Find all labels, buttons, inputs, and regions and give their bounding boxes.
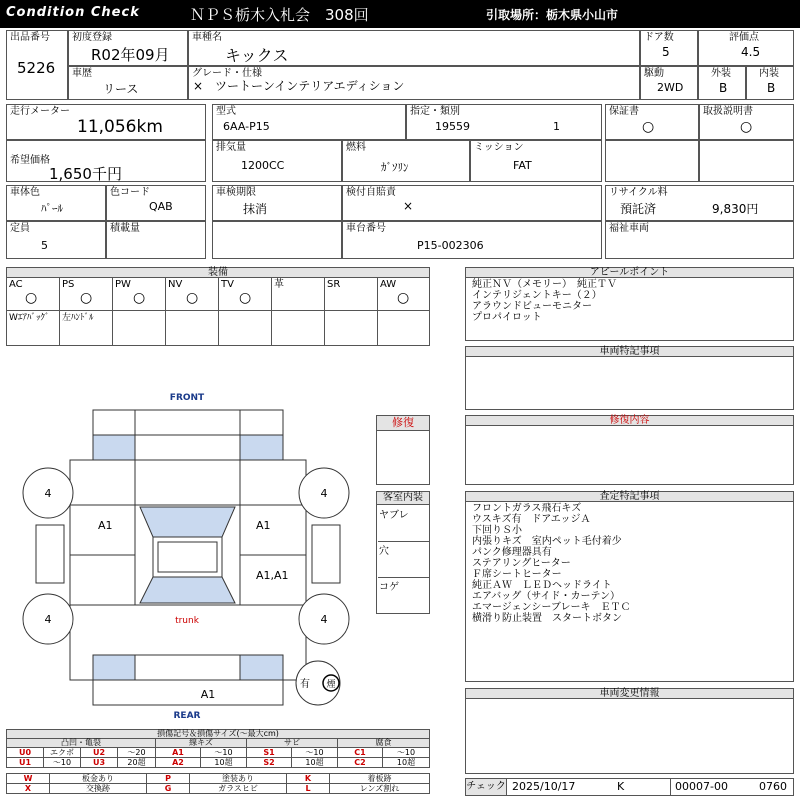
header-center: ＮＰＳ栃木入札会 308回: [190, 6, 369, 24]
history-cell: [68, 66, 188, 100]
manual-label: 取扱説明書: [703, 106, 753, 117]
displacement-label: 排気量: [216, 142, 246, 153]
drive-label: 駆動: [644, 68, 664, 79]
equip-pw-value: ○: [133, 290, 146, 306]
doors-label: ドア数: [644, 32, 674, 43]
equip-aw-label: AW: [380, 279, 397, 290]
score-cell: [698, 30, 794, 66]
transmission-label: ミッション: [474, 142, 524, 153]
blank-cell-1: [605, 140, 699, 182]
price-label: 希望価格: [10, 155, 50, 166]
equip-ps: [59, 277, 113, 311]
liability-value: ×: [403, 199, 414, 213]
equip-blank-8: [377, 310, 430, 346]
smoke-icon: 煙: [326, 680, 336, 690]
exterior-value: B: [719, 81, 728, 95]
appeal-box: [465, 277, 794, 341]
history-label: 車歴: [72, 68, 92, 79]
fuel-value: ｶﾞｿﾘﾝ: [381, 161, 409, 174]
legend-desc: 〜10: [382, 747, 430, 758]
capacity-cell: [6, 221, 106, 259]
equipment-title: 装備: [6, 267, 430, 278]
assessment-line: パンク修理器具有: [472, 547, 552, 558]
designation-value-1: 19559: [435, 120, 470, 133]
grade-cell: [188, 66, 640, 100]
rear-bumper: [93, 680, 283, 705]
equipment-row-1: [6, 277, 430, 311]
legend-desc: 塗装あり: [189, 773, 287, 784]
equip-sr-label: SR: [327, 279, 341, 290]
color-cell: [6, 185, 106, 221]
legend-desc: 交換跡: [49, 783, 147, 794]
chassis-label: 車台番号: [346, 223, 386, 234]
legend-code: U3: [80, 757, 118, 768]
welfare-label: 福祉車両: [609, 223, 649, 234]
equip-ps-label: PS: [62, 279, 75, 290]
equip-aw: [377, 277, 430, 311]
legend-code: U1: [6, 757, 44, 768]
repair-box: [376, 430, 430, 485]
legend-desc: 〜20: [117, 747, 156, 758]
mileage-value: 11,056km: [77, 117, 163, 137]
chassis-value: P15-002306: [417, 239, 484, 252]
damage-legend: [6, 729, 430, 795]
inspection-value: 抹消: [243, 202, 268, 216]
appeal-line: 純正ＮＶ（メモリー） 純正ＴＶ: [472, 279, 617, 290]
equip-w-airbag: [6, 310, 60, 346]
transmission-cell: [470, 140, 602, 182]
right-mirror: [312, 525, 340, 583]
code-1: 00007-00: [675, 780, 728, 793]
recycle-cell: [605, 185, 794, 221]
special-title: 車両特記事項: [465, 346, 794, 357]
code-cell: [670, 778, 794, 796]
special-box: [465, 356, 794, 410]
designation-label: 指定・類別: [410, 106, 460, 117]
assessment-line: 純正ＡＷ ＬＥＤヘッドライト: [472, 580, 612, 591]
code-2: 0760: [759, 780, 787, 793]
right-front-door-damage: A1: [256, 519, 271, 532]
assessment-line: エマージェンシーブレーキ ＥＴＣ: [472, 602, 631, 613]
windshield: [140, 507, 235, 537]
interior-value: B: [767, 81, 776, 95]
appeal-title: アピールポイント: [465, 267, 794, 278]
assessment-line: Ｆ席シートヒーター: [472, 569, 562, 580]
manual-cell: [699, 104, 794, 140]
change-info-title: 車両変更情報: [465, 688, 794, 699]
color-code-cell: [106, 185, 206, 221]
equip-w-airbag-label: Wｴｱﾊﾞｯｸﾞ: [9, 313, 50, 323]
interior-cell: [746, 66, 794, 100]
welfare-cell: [605, 221, 794, 259]
color-label: 車体色: [10, 187, 40, 198]
legend-desc: 板金あり: [49, 773, 147, 784]
check-date: 2025/10/17: [512, 780, 576, 793]
drive-cell: [640, 66, 698, 100]
capacity-value: 5: [41, 239, 48, 252]
legend-row-2: [6, 757, 430, 768]
equip-ac-value: ○: [25, 290, 38, 306]
car-name-cell: [188, 30, 640, 66]
inspection-label: 車検期限: [216, 187, 256, 198]
blank-cell-3: [212, 221, 342, 259]
legend-header-rust: サビ: [246, 738, 338, 748]
inspection-cell: [212, 185, 342, 221]
displacement-cell: [212, 140, 342, 182]
displacement-value: 1200CC: [241, 159, 285, 172]
equip-pw-label: PW: [115, 279, 131, 290]
transmission-value: FAT: [513, 159, 532, 172]
equip-ac-label: AC: [9, 279, 23, 290]
legend-desc: 〜10: [43, 757, 81, 768]
equip-ps-value: ○: [80, 290, 93, 306]
legend-code: A2: [155, 757, 201, 768]
legend-code: C2: [337, 757, 383, 768]
equip-blank-5: [218, 310, 272, 346]
equip-blank-7: [324, 310, 378, 346]
tire-fr-value: 4: [320, 487, 328, 500]
legend-desc: 〜10: [291, 747, 338, 758]
legend-desc: 10超: [382, 757, 430, 768]
equip-blank-6: [271, 310, 325, 346]
price-value: 1,650千円: [49, 165, 122, 183]
color-code-label: 色コード: [110, 187, 150, 198]
designation-cell: [406, 104, 602, 140]
assessment-line: 下回りＳ小: [472, 525, 522, 536]
legend-code: X: [6, 783, 50, 794]
legend-header-dent: 凸凹・亀裂: [6, 738, 156, 748]
assessment-line: ウスキズ有 ドアエッジＡ: [472, 514, 591, 525]
exterior-cell: [698, 66, 746, 100]
legend-code: U0: [6, 747, 44, 758]
legend-code: G: [146, 783, 190, 794]
first-reg-cell: [68, 30, 188, 66]
warranty-value: ○: [642, 119, 655, 135]
roof: [153, 537, 222, 577]
legend-code: S2: [246, 757, 292, 768]
appeal-line: インテリジェントキー（２）: [472, 290, 602, 301]
legend-desc: 10超: [200, 757, 247, 768]
equip-aw-value: ○: [397, 290, 410, 306]
fuel-cell: [342, 140, 470, 182]
front-label: FRONT: [169, 393, 205, 403]
equip-left-handle: [59, 310, 113, 346]
car-name-value: キックス: [225, 46, 289, 65]
mileage-cell: [6, 104, 206, 140]
interior-label: 内装: [759, 68, 779, 79]
cabin-item: ヤブレ: [378, 506, 430, 542]
legend-desc: レンズ割れ: [329, 783, 430, 794]
repair-content-box: [465, 425, 794, 485]
appeal-line: アラウンドビューモニター: [472, 301, 592, 312]
color-code-value: QAB: [149, 200, 173, 213]
equip-pw: [112, 277, 166, 311]
chassis-cell: [342, 221, 602, 259]
check-label-cell: [465, 778, 507, 796]
color-value: ﾊﾟｰﾙ: [41, 202, 63, 215]
recycle-label: リサイクル料: [609, 187, 668, 198]
check-label: チェック: [466, 781, 506, 792]
glass-fr: [240, 435, 283, 460]
tire-rl-value: 4: [44, 613, 52, 626]
warranty-label: 保証書: [609, 106, 639, 117]
legend-code: P: [146, 773, 190, 784]
legend-title: 損傷記号＆損傷サイズ(〜最大cm): [6, 729, 430, 739]
cabin-box: [376, 504, 430, 614]
check-date-cell: [506, 778, 671, 796]
grade-label: グレード・仕様: [192, 68, 262, 79]
equip-sr: [324, 277, 378, 311]
load-cell: [106, 221, 206, 259]
score-value: 4.5: [741, 45, 761, 59]
model-cell: [212, 104, 406, 140]
equip-nv-value: ○: [186, 290, 199, 306]
doors-cell: [640, 30, 698, 66]
model-label: 型式: [216, 106, 236, 117]
equip-nv-label: NV: [168, 279, 183, 290]
equip-blank-4: [165, 310, 219, 346]
score-label: 評価点: [729, 32, 759, 43]
equip-leather: [271, 277, 325, 311]
rear-bumper-damage: A1: [200, 688, 216, 701]
equip-left-handle-label: 左ﾊﾝﾄﾞﾙ: [62, 313, 94, 323]
legend-code: K: [286, 773, 330, 784]
glass-rl: [93, 655, 135, 680]
history-value: リース: [103, 82, 139, 96]
equip-nv: [165, 277, 219, 311]
equip-tv: [218, 277, 272, 311]
fuel-label: 燃料: [346, 142, 366, 153]
header-left: Condition Check: [6, 5, 140, 20]
repair-content-title: 修復内容: [465, 415, 794, 426]
load-label: 積載量: [110, 223, 140, 234]
equip-tv-label: TV: [221, 279, 234, 290]
legend-desc: エクボ: [43, 747, 81, 758]
rear-window: [140, 577, 235, 603]
header-right: 引取場所：栃木県小山市: [486, 8, 619, 22]
equip-ac: [6, 277, 60, 311]
assessment-box: [465, 501, 794, 682]
legend-code: S1: [246, 747, 292, 758]
footer-bar: [465, 778, 794, 796]
glass-rr: [240, 655, 283, 680]
lot-number: 5226: [17, 59, 56, 77]
legend-header-corrosion: 腐食: [337, 738, 430, 748]
legend-code: A1: [155, 747, 201, 758]
change-info-box: [465, 698, 794, 774]
assessment-line: ステアリングヒーター: [472, 558, 571, 569]
legend-desc: 着板跡: [329, 773, 430, 784]
car-diagram: [0, 385, 370, 725]
legend-code: W: [6, 773, 50, 784]
price-cell: [6, 140, 206, 182]
left-mirror: [36, 525, 64, 583]
first-reg-value: R02年09月: [91, 46, 170, 64]
blank-cell-2: [699, 140, 794, 182]
tire-fl-value: 4: [44, 487, 52, 500]
lot-label: 出品番号: [10, 32, 50, 43]
assessment-line: エアバッグ（サイド・カーテン）: [472, 591, 620, 602]
legend-row-4: [6, 783, 430, 794]
liability-cell: [342, 185, 602, 221]
equip-leather-label: 革: [274, 279, 284, 290]
equipment-row-2: [6, 310, 430, 346]
warranty-cell: [605, 104, 699, 140]
assessment-line: 内張りキズ 室内ペット毛付着少: [472, 536, 622, 547]
exterior-label: 外装: [711, 68, 731, 79]
legend-desc: 20超: [117, 757, 156, 768]
smoke-prefix: 有: [300, 679, 310, 690]
inspector: K: [617, 780, 625, 793]
equip-blank-3: [112, 310, 166, 346]
assessment-title: 査定特記事項: [465, 491, 794, 502]
legend-code: C1: [337, 747, 383, 758]
drive-value: 2WD: [657, 81, 684, 94]
model-value: 6AA-P15: [223, 120, 270, 133]
glass-fl: [93, 435, 135, 460]
mileage-label: 走行メーター: [10, 106, 70, 117]
cabin-label: 客室内装: [376, 491, 430, 505]
first-reg-label: 初度登録: [72, 32, 112, 43]
legend-code: L: [286, 783, 330, 794]
legend-desc: ガラスヒビ: [189, 783, 287, 794]
liability-label: 検付自賠責: [346, 187, 396, 198]
appeal-line: プロパイロット: [472, 312, 542, 323]
legend-code: U2: [80, 747, 118, 758]
cabin-item: コゲ: [379, 582, 399, 593]
equip-tv-value: ○: [239, 290, 252, 306]
header-bar: [0, 0, 800, 28]
right-rear-door-damage: A1,A1: [256, 569, 289, 582]
trunk-label: trunk: [175, 616, 199, 626]
cabin-item: 穴: [378, 542, 430, 578]
rear-label: REAR: [173, 711, 201, 721]
legend-desc: 〜10: [200, 747, 247, 758]
front-bumper: [93, 410, 283, 435]
car-name-label: 車種名: [192, 32, 222, 43]
doors-value: 5: [662, 45, 670, 59]
designation-value-2: 1: [553, 120, 560, 133]
legend-header-scratch: 線キズ: [155, 738, 247, 748]
legend-desc: 10超: [291, 757, 338, 768]
lot-cell: [6, 30, 68, 100]
assessment-line: フロントガラス飛石キズ: [472, 503, 582, 514]
recycle-amount: 9,830円: [712, 202, 759, 216]
manual-value: ○: [740, 119, 753, 135]
tire-rr-value: 4: [320, 613, 328, 626]
grade-value: × ツートーンインテリアエディション: [193, 79, 405, 93]
capacity-label: 定員: [10, 223, 30, 234]
left-front-door-damage: A1: [98, 519, 113, 532]
repair-label: 修復: [376, 415, 430, 431]
recycle-status: 預託済: [620, 202, 657, 216]
assessment-line: 横滑り防止装置 スタートボタン: [472, 613, 622, 624]
